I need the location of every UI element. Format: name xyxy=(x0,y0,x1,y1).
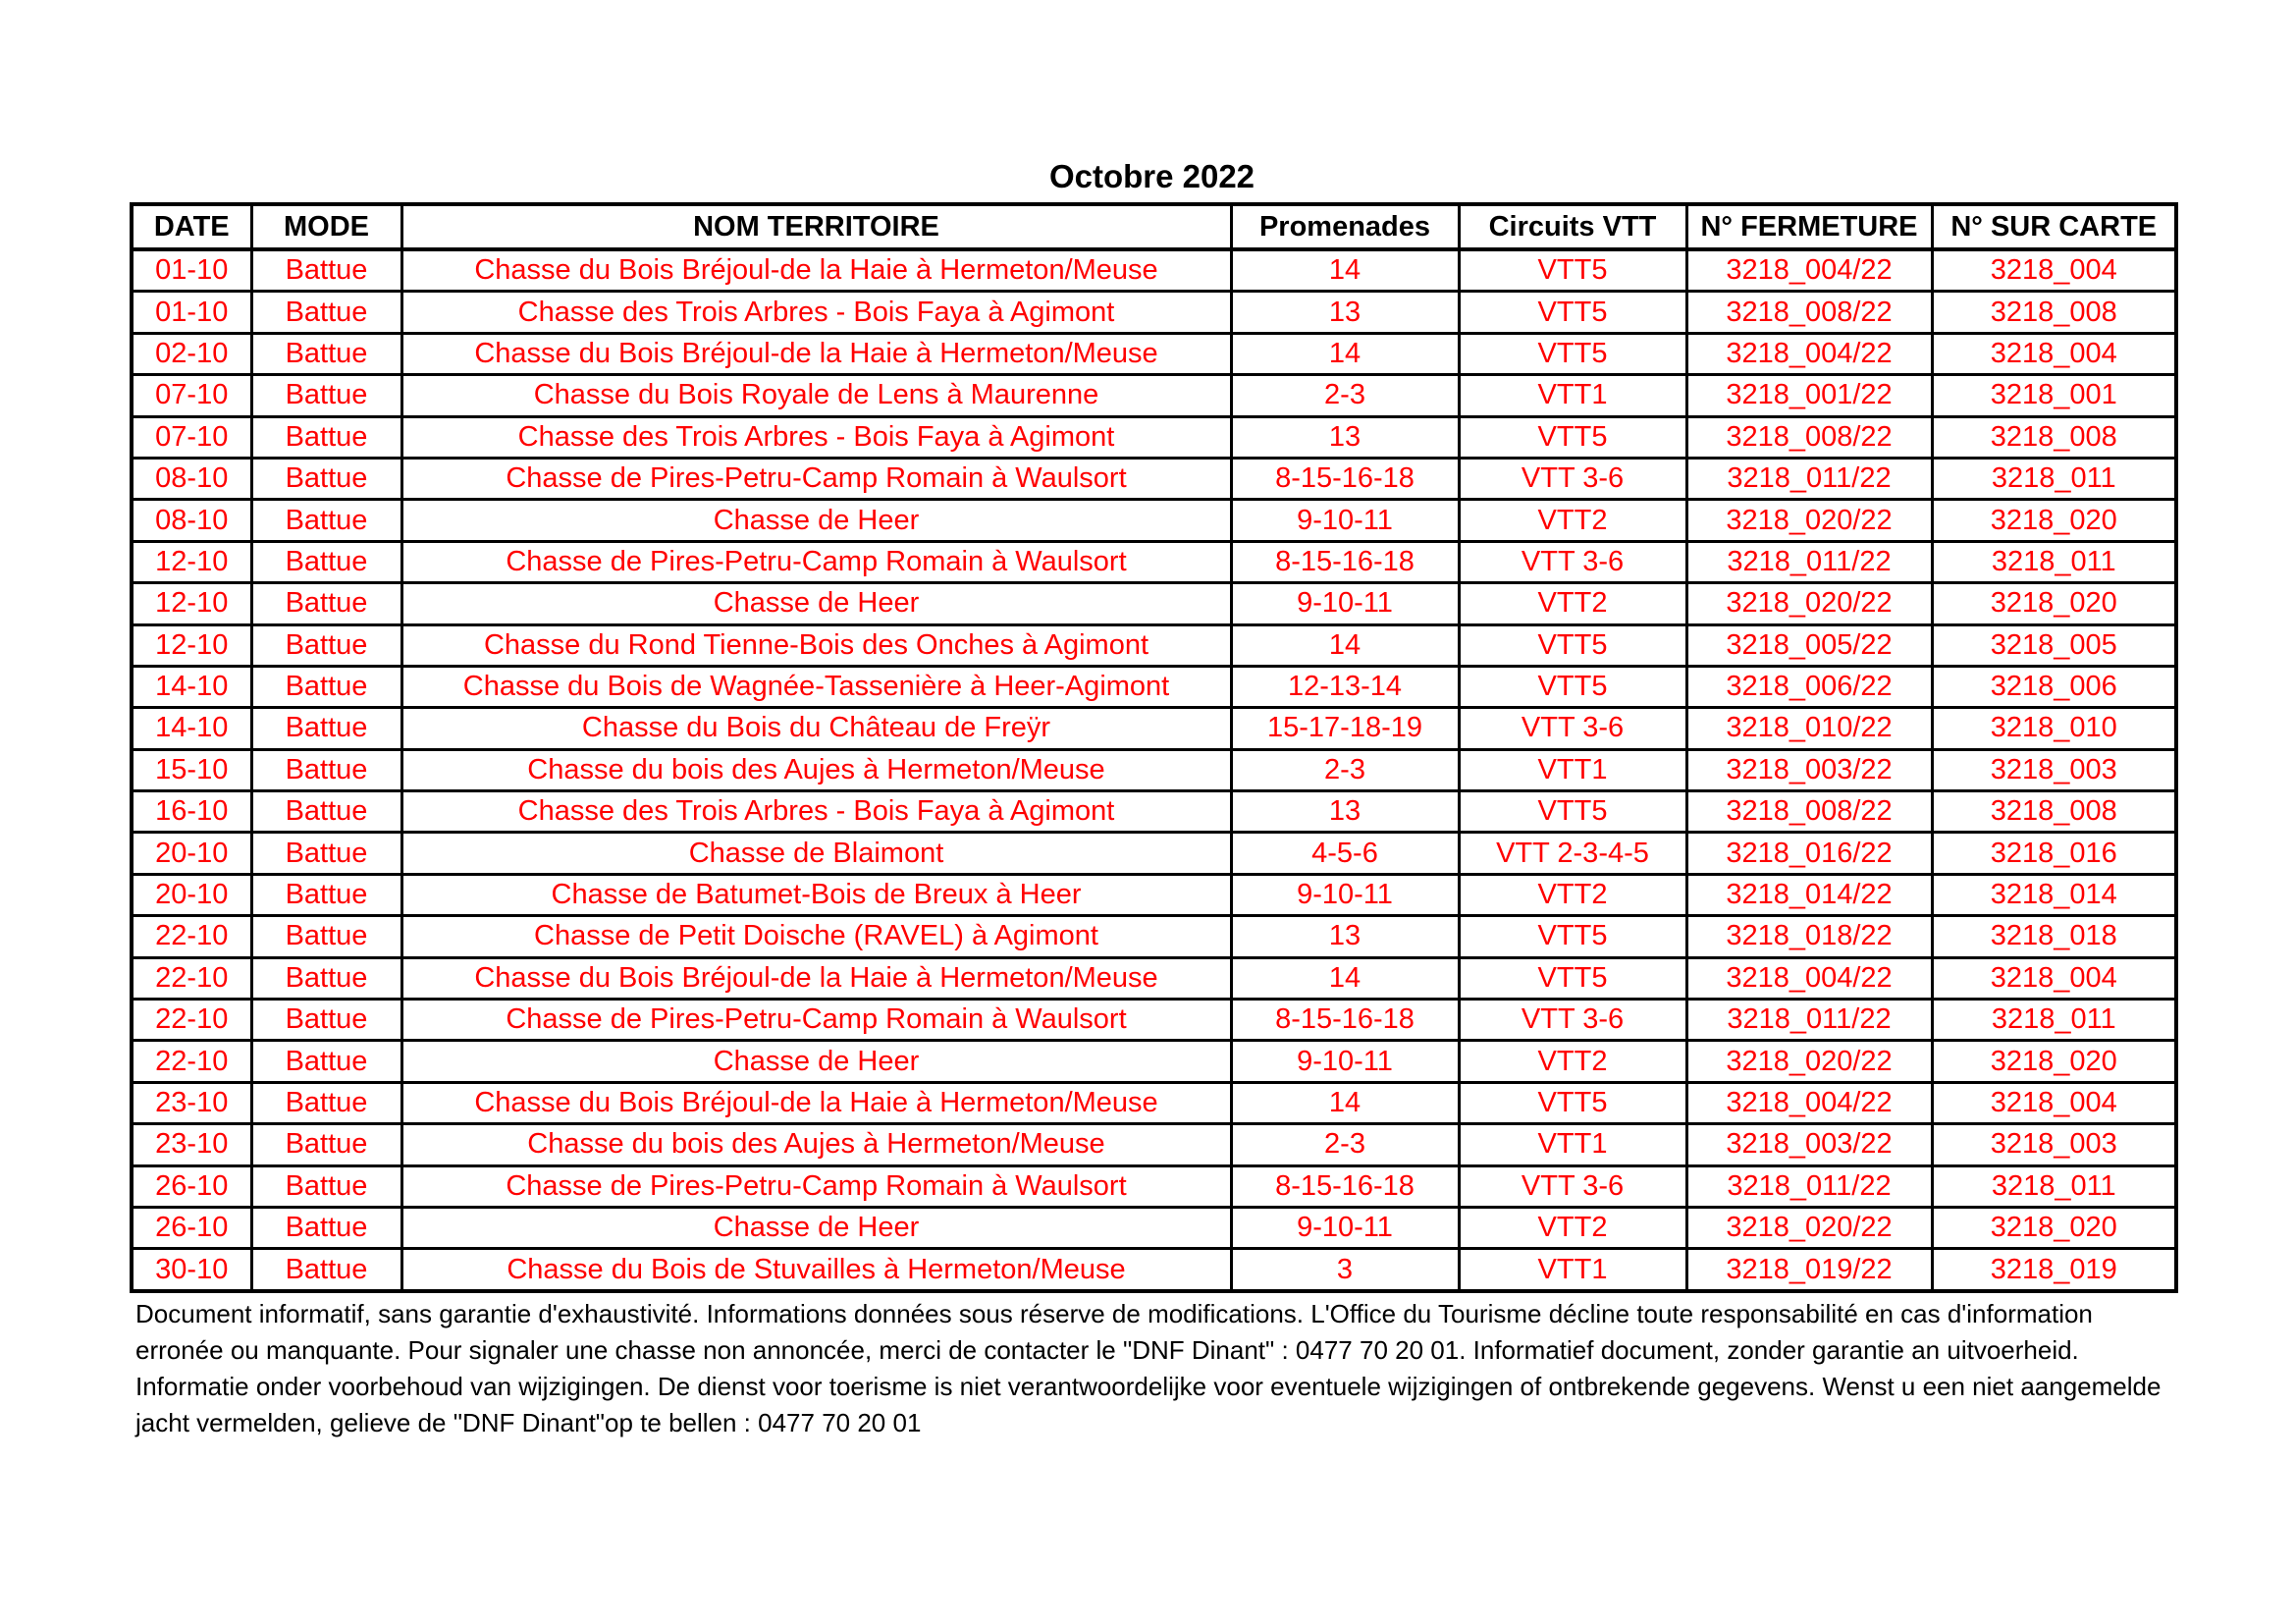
map-number-cell: 3218_008 xyxy=(1932,416,2176,458)
table-row xyxy=(132,791,2176,833)
mode-cell: Battue xyxy=(251,292,401,333)
territory-cell: Chasse de Heer xyxy=(401,1207,1231,1248)
bike-circuits-cell: VTT 2-3-4-5 xyxy=(1459,833,1686,874)
closure-number-cell: 3218_018/22 xyxy=(1686,916,1932,957)
mode-cell: Battue xyxy=(251,1000,401,1041)
date-cell: 22-10 xyxy=(132,916,251,957)
walks-cell: 8-15-16-18 xyxy=(1231,1165,1459,1207)
bike-circuits-cell: VTT1 xyxy=(1459,1124,1686,1165)
bike-circuits-cell: VTT2 xyxy=(1459,583,1686,624)
mode-cell: Battue xyxy=(251,916,401,957)
disclaimer-line: jacht vermelden, gelieve de "DNF Dinant"op te bellen : 0477 70 20 01 xyxy=(135,1408,922,1437)
date-cell: 14-10 xyxy=(132,708,251,749)
bike-circuits-cell: VTT 3-6 xyxy=(1459,1165,1686,1207)
walks-cell: 14 xyxy=(1231,1082,1459,1123)
map-number-cell: 3218_005 xyxy=(1932,624,2176,666)
table-row xyxy=(132,292,2176,333)
bike-circuits-cell: VTT5 xyxy=(1459,916,1686,957)
map-number-cell: 3218_003 xyxy=(1932,1124,2176,1165)
map-number-cell: 3218_020 xyxy=(1932,1207,2176,1248)
territory-cell: Chasse de Pires-Petru-Camp Romain à Waulsort xyxy=(401,458,1231,499)
bike-circuits-cell: VTT2 xyxy=(1459,1207,1686,1248)
table-row xyxy=(132,1124,2176,1165)
territory-cell: Chasse du Bois Bréjoul-de la Haie à Hermeton/Meuse xyxy=(401,249,1231,292)
mode-cell: Battue xyxy=(251,833,401,874)
date-cell: 20-10 xyxy=(132,874,251,915)
column-header-closure-number: N° FERMETURE xyxy=(1686,204,1932,249)
table-row xyxy=(132,333,2176,374)
map-number-cell: 3218_004 xyxy=(1932,1082,2176,1123)
table-row xyxy=(132,458,2176,499)
date-cell: 01-10 xyxy=(132,292,251,333)
walks-cell: 13 xyxy=(1231,416,1459,458)
territory-cell: Chasse de Pires-Petru-Camp Romain à Waulsort xyxy=(401,1000,1231,1041)
territory-cell: Chasse du Bois Bréjoul-de la Haie à Hermeton/Meuse xyxy=(401,1082,1231,1123)
disclaimer-line: Informatie onder voorbehoud van wijzigingen. De dienst voor toerisme is niet verantwoordelijke voor eventuele wijzigingen of ontbrekende gegevens. Wenst u een niet aangemelde xyxy=(135,1372,2162,1401)
walks-cell: 14 xyxy=(1231,957,1459,999)
map-number-cell: 3218_011 xyxy=(1932,1165,2176,1207)
mode-cell: Battue xyxy=(251,458,401,499)
mode-cell: Battue xyxy=(251,791,401,833)
closure-number-cell: 3218_019/22 xyxy=(1686,1249,1932,1291)
closure-number-cell: 3218_020/22 xyxy=(1686,500,1932,541)
date-cell: 20-10 xyxy=(132,833,251,874)
bike-circuits-cell: VTT5 xyxy=(1459,957,1686,999)
map-number-cell: 3218_018 xyxy=(1932,916,2176,957)
territory-cell: Chasse de Heer xyxy=(401,500,1231,541)
table-header-row xyxy=(132,204,2176,249)
map-number-cell: 3218_020 xyxy=(1932,500,2176,541)
date-cell: 02-10 xyxy=(132,333,251,374)
mode-cell: Battue xyxy=(251,333,401,374)
map-number-cell: 3218_011 xyxy=(1932,1000,2176,1041)
table-row xyxy=(132,1165,2176,1207)
closure-number-cell: 3218_011/22 xyxy=(1686,541,1932,582)
mode-cell: Battue xyxy=(251,1082,401,1123)
date-cell: 23-10 xyxy=(132,1082,251,1123)
closure-number-cell: 3218_014/22 xyxy=(1686,874,1932,915)
territory-cell: Chasse des Trois Arbres - Bois Faya à Agimont xyxy=(401,791,1231,833)
map-number-cell: 3218_010 xyxy=(1932,708,2176,749)
table-row xyxy=(132,957,2176,999)
mode-cell: Battue xyxy=(251,249,401,292)
territory-cell: Chasse du Bois de Stuvailles à Hermeton/Meuse xyxy=(401,1249,1231,1291)
territory-cell: Chasse du bois des Aujes à Hermeton/Meuse xyxy=(401,749,1231,790)
bike-circuits-cell: VTT1 xyxy=(1459,1249,1686,1291)
mode-cell: Battue xyxy=(251,1207,401,1248)
territory-cell: Chasse du Bois de Wagnée-Tassenière à Heer-Agimont xyxy=(401,666,1231,707)
date-cell: 14-10 xyxy=(132,666,251,707)
column-header-territory: NOM TERRITOIRE xyxy=(401,204,1231,249)
map-number-cell: 3218_019 xyxy=(1932,1249,2176,1291)
walks-cell: 8-15-16-18 xyxy=(1231,458,1459,499)
walks-cell: 12-13-14 xyxy=(1231,666,1459,707)
territory-cell: Chasse du Bois Royale de Lens à Maurenne xyxy=(401,375,1231,416)
date-cell: 15-10 xyxy=(132,749,251,790)
table-row xyxy=(132,749,2176,790)
mode-cell: Battue xyxy=(251,500,401,541)
bike-circuits-cell: VTT1 xyxy=(1459,749,1686,790)
map-number-cell: 3218_008 xyxy=(1932,791,2176,833)
mode-cell: Battue xyxy=(251,666,401,707)
date-cell: 12-10 xyxy=(132,541,251,582)
bike-circuits-cell: VTT5 xyxy=(1459,333,1686,374)
walks-cell: 2-3 xyxy=(1231,375,1459,416)
table-row xyxy=(132,916,2176,957)
date-cell: 26-10 xyxy=(132,1165,251,1207)
mode-cell: Battue xyxy=(251,749,401,790)
territory-cell: Chasse des Trois Arbres - Bois Faya à Agimont xyxy=(401,292,1231,333)
map-number-cell: 3218_020 xyxy=(1932,583,2176,624)
table-row xyxy=(132,416,2176,458)
closure-number-cell: 3218_011/22 xyxy=(1686,1165,1932,1207)
mode-cell: Battue xyxy=(251,1124,401,1165)
date-cell: 07-10 xyxy=(132,375,251,416)
map-number-cell: 3218_011 xyxy=(1932,541,2176,582)
closure-number-cell: 3218_011/22 xyxy=(1686,458,1932,499)
walks-cell: 13 xyxy=(1231,292,1459,333)
mode-cell: Battue xyxy=(251,1041,401,1082)
table-row xyxy=(132,874,2176,915)
walks-cell: 4-5-6 xyxy=(1231,833,1459,874)
closure-number-cell: 3218_003/22 xyxy=(1686,1124,1932,1165)
territory-cell: Chasse de Pires-Petru-Camp Romain à Waulsort xyxy=(401,1165,1231,1207)
date-cell: 12-10 xyxy=(132,583,251,624)
table-row xyxy=(132,1207,2176,1248)
table-row xyxy=(132,1249,2176,1291)
table-row xyxy=(132,541,2176,582)
territory-cell: Chasse du Bois Bréjoul-de la Haie à Hermeton/Meuse xyxy=(401,957,1231,999)
map-number-cell: 3218_004 xyxy=(1932,333,2176,374)
closure-number-cell: 3218_008/22 xyxy=(1686,791,1932,833)
closure-number-cell: 3218_020/22 xyxy=(1686,1041,1932,1082)
walks-cell: 9-10-11 xyxy=(1231,1041,1459,1082)
mode-cell: Battue xyxy=(251,957,401,999)
walks-cell: 8-15-16-18 xyxy=(1231,1000,1459,1041)
bike-circuits-cell: VTT5 xyxy=(1459,624,1686,666)
mode-cell: Battue xyxy=(251,1249,401,1291)
walks-cell: 15-17-18-19 xyxy=(1231,708,1459,749)
mode-cell: Battue xyxy=(251,708,401,749)
date-cell: 22-10 xyxy=(132,1041,251,1082)
map-number-cell: 3218_003 xyxy=(1932,749,2176,790)
disclaimer-note xyxy=(135,1296,2187,1441)
table-row xyxy=(132,1041,2176,1082)
map-number-cell: 3218_008 xyxy=(1932,292,2176,333)
column-header-map-number: N° SUR CARTE xyxy=(1932,204,2176,249)
walks-cell: 14 xyxy=(1231,333,1459,374)
map-number-cell: 3218_014 xyxy=(1932,874,2176,915)
date-cell: 22-10 xyxy=(132,1000,251,1041)
closure-number-cell: 3218_020/22 xyxy=(1686,1207,1932,1248)
territory-cell: Chasse du Bois du Château de Freÿr xyxy=(401,708,1231,749)
table-row xyxy=(132,666,2176,707)
closure-number-cell: 3218_005/22 xyxy=(1686,624,1932,666)
territory-cell: Chasse de Pires-Petru-Camp Romain à Waulsort xyxy=(401,541,1231,582)
mode-cell: Battue xyxy=(251,416,401,458)
territory-cell: Chasse du bois des Aujes à Hermeton/Meuse xyxy=(401,1124,1231,1165)
table-row xyxy=(132,375,2176,416)
territory-cell: Chasse de Batumet-Bois de Breux à Heer xyxy=(401,874,1231,915)
date-cell: 01-10 xyxy=(132,249,251,292)
map-number-cell: 3218_004 xyxy=(1932,957,2176,999)
bike-circuits-cell: VTT5 xyxy=(1459,292,1686,333)
date-cell: 16-10 xyxy=(132,791,251,833)
walks-cell: 9-10-11 xyxy=(1231,500,1459,541)
walks-cell: 14 xyxy=(1231,249,1459,292)
table-body xyxy=(132,249,2176,1291)
table-row xyxy=(132,583,2176,624)
bike-circuits-cell: VTT 3-6 xyxy=(1459,1000,1686,1041)
table-row xyxy=(132,1082,2176,1123)
bike-circuits-cell: VTT5 xyxy=(1459,1082,1686,1123)
date-cell: 08-10 xyxy=(132,458,251,499)
territory-cell: Chasse des Trois Arbres - Bois Faya à Agimont xyxy=(401,416,1231,458)
territory-cell: Chasse de Blaimont xyxy=(401,833,1231,874)
mode-cell: Battue xyxy=(251,375,401,416)
walks-cell: 13 xyxy=(1231,791,1459,833)
closure-number-cell: 3218_004/22 xyxy=(1686,333,1932,374)
bike-circuits-cell: VTT5 xyxy=(1459,249,1686,292)
column-header-mode: MODE xyxy=(251,204,401,249)
date-cell: 22-10 xyxy=(132,957,251,999)
mode-cell: Battue xyxy=(251,1165,401,1207)
closure-number-cell: 3218_020/22 xyxy=(1686,583,1932,624)
bike-circuits-cell: VTT1 xyxy=(1459,375,1686,416)
closure-number-cell: 3218_008/22 xyxy=(1686,292,1932,333)
walks-cell: 9-10-11 xyxy=(1231,1207,1459,1248)
walks-cell: 9-10-11 xyxy=(1231,874,1459,915)
column-header-bike-circuits: Circuits VTT xyxy=(1459,204,1686,249)
map-number-cell: 3218_016 xyxy=(1932,833,2176,874)
walks-cell: 2-3 xyxy=(1231,749,1459,790)
table-row xyxy=(132,624,2176,666)
table-row xyxy=(132,1000,2176,1041)
map-number-cell: 3218_011 xyxy=(1932,458,2176,499)
disclaimer-line: Document informatif, sans garantie d'exhaustivité. Informations données sous réserve de modifications. L'Office du Tourisme décline toute responsabilité en cas d'information xyxy=(135,1299,2093,1328)
mode-cell: Battue xyxy=(251,541,401,582)
closure-number-cell: 3218_016/22 xyxy=(1686,833,1932,874)
territory-cell: Chasse de Heer xyxy=(401,1041,1231,1082)
bike-circuits-cell: VTT5 xyxy=(1459,791,1686,833)
closure-number-cell: 3218_001/22 xyxy=(1686,375,1932,416)
column-header-walks: Promenades xyxy=(1231,204,1459,249)
closure-number-cell: 3218_008/22 xyxy=(1686,416,1932,458)
date-cell: 08-10 xyxy=(132,500,251,541)
table-row xyxy=(132,708,2176,749)
bike-circuits-cell: VTT 3-6 xyxy=(1459,708,1686,749)
mode-cell: Battue xyxy=(251,874,401,915)
column-header-date: DATE xyxy=(132,204,251,249)
closure-number-cell: 3218_010/22 xyxy=(1686,708,1932,749)
bike-circuits-cell: VTT 3-6 xyxy=(1459,541,1686,582)
bike-circuits-cell: VTT5 xyxy=(1459,416,1686,458)
map-number-cell: 3218_001 xyxy=(1932,375,2176,416)
closure-number-cell: 3218_004/22 xyxy=(1686,1082,1932,1123)
map-number-cell: 3218_004 xyxy=(1932,249,2176,292)
table-row xyxy=(132,500,2176,541)
mode-cell: Battue xyxy=(251,624,401,666)
table-row xyxy=(132,249,2176,292)
date-cell: 30-10 xyxy=(132,1249,251,1291)
walks-cell: 8-15-16-18 xyxy=(1231,541,1459,582)
walks-cell: 13 xyxy=(1231,916,1459,957)
territory-cell: Chasse de Petit Doische (RAVEL) à Agimont xyxy=(401,916,1231,957)
table-row xyxy=(132,833,2176,874)
bike-circuits-cell: VTT2 xyxy=(1459,874,1686,915)
bike-circuits-cell: VTT2 xyxy=(1459,500,1686,541)
bike-circuits-cell: VTT 3-6 xyxy=(1459,458,1686,499)
date-cell: 07-10 xyxy=(132,416,251,458)
walks-cell: 14 xyxy=(1231,624,1459,666)
walks-cell: 9-10-11 xyxy=(1231,583,1459,624)
closure-number-cell: 3218_006/22 xyxy=(1686,666,1932,707)
walks-cell: 2-3 xyxy=(1231,1124,1459,1165)
closure-number-cell: 3218_004/22 xyxy=(1686,957,1932,999)
closure-number-cell: 3218_011/22 xyxy=(1686,1000,1932,1041)
territory-cell: Chasse du Bois Bréjoul-de la Haie à Hermeton/Meuse xyxy=(401,333,1231,374)
territory-cell: Chasse du Rond Tienne-Bois des Onches à Agimont xyxy=(401,624,1231,666)
bike-circuits-cell: VTT2 xyxy=(1459,1041,1686,1082)
bike-circuits-cell: VTT5 xyxy=(1459,666,1686,707)
closure-number-cell: 3218_003/22 xyxy=(1686,749,1932,790)
map-number-cell: 3218_006 xyxy=(1932,666,2176,707)
walks-cell: 3 xyxy=(1231,1249,1459,1291)
date-cell: 12-10 xyxy=(132,624,251,666)
closure-number-cell: 3218_004/22 xyxy=(1686,249,1932,292)
mode-cell: Battue xyxy=(251,583,401,624)
hunting-schedule-table xyxy=(130,202,2178,1293)
date-cell: 23-10 xyxy=(132,1124,251,1165)
page-title: Octobre 2022 xyxy=(1048,158,1255,194)
date-cell: 26-10 xyxy=(132,1207,251,1248)
map-number-cell: 3218_020 xyxy=(1932,1041,2176,1082)
disclaimer-line: erronée ou manquante. Pour signaler une chasse non annoncée, merci de contacter le "DNF Dinant" : 0477 70 20 01. Informatief document, zonder garantie an uitvoerheid. xyxy=(135,1335,2079,1365)
territory-cell: Chasse de Heer xyxy=(401,583,1231,624)
